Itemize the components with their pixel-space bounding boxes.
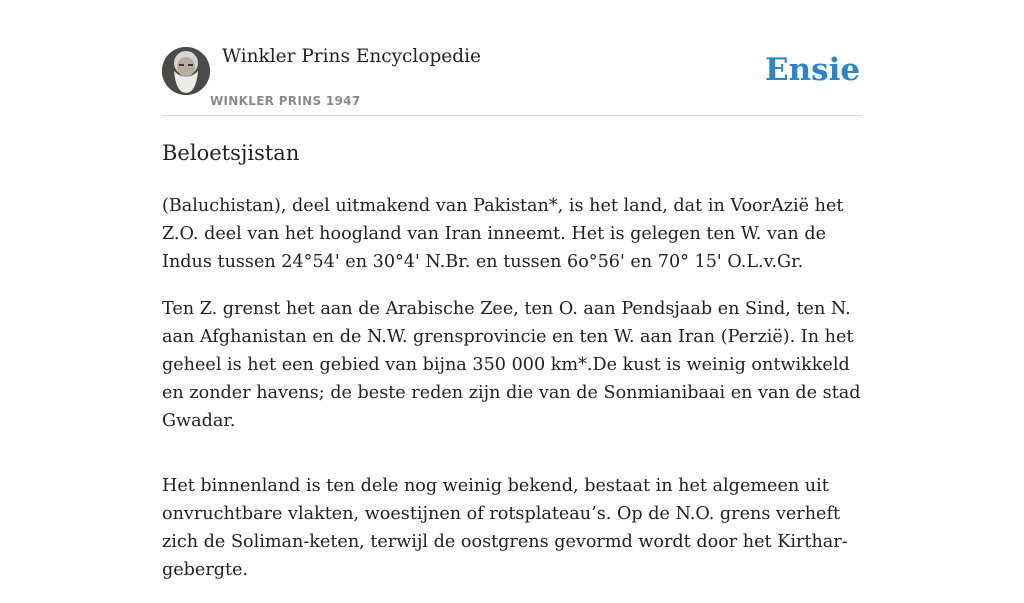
header-divider [162, 115, 862, 116]
source-title[interactable]: Winkler Prins Encyclopedie [222, 46, 481, 67]
source-subtitle: WINKLER PRINS 1947 [210, 94, 361, 108]
bearded-man-portrait-icon [162, 47, 210, 95]
article-body [162, 192, 864, 603]
article-title: Beloetsjistan [162, 141, 300, 165]
article-paragraph: Ten Z. grenst het aan de Arabische Zee, ten O. aan Pendsjaab en Sind, ten N. aan Afghanistan en de N.W. grensprovincie en ten W. aan Iran (Perzië). In het geheel is het een gebied van bijna 350 000 km*.De kust is weinig ontwikkeld en zonder havens; de beste reden zijn die van de Sonmianibaai en van de stad Gwadar. [162, 299, 861, 431]
ensie-logo-link[interactable]: Ensie [765, 52, 861, 88]
author-avatar [162, 47, 210, 95]
article-paragraph: Het binnenland is ten dele nog weinig bekend, bestaat in het algemeen uit onvruchtbare vlakten, woestijnen of rotsplateau’s. Op de N.O. grens verheft zich de Soliman-keten, terwijl de oostgrens gevormd wordt door het Kirthar-gebergte. [162, 476, 848, 580]
article-paragraph: (Baluchistan), deel uitmakend van Pakistan*, is het land, dat in VoorAzië het Z.O. deel van het hoogland van Iran inneemt. Het is gelegen ten W. van de Indus tussen 24°54' en 30°4' N.Br. en tussen 6o°56' en 70° 15' O.L.v.Gr. [162, 196, 844, 272]
